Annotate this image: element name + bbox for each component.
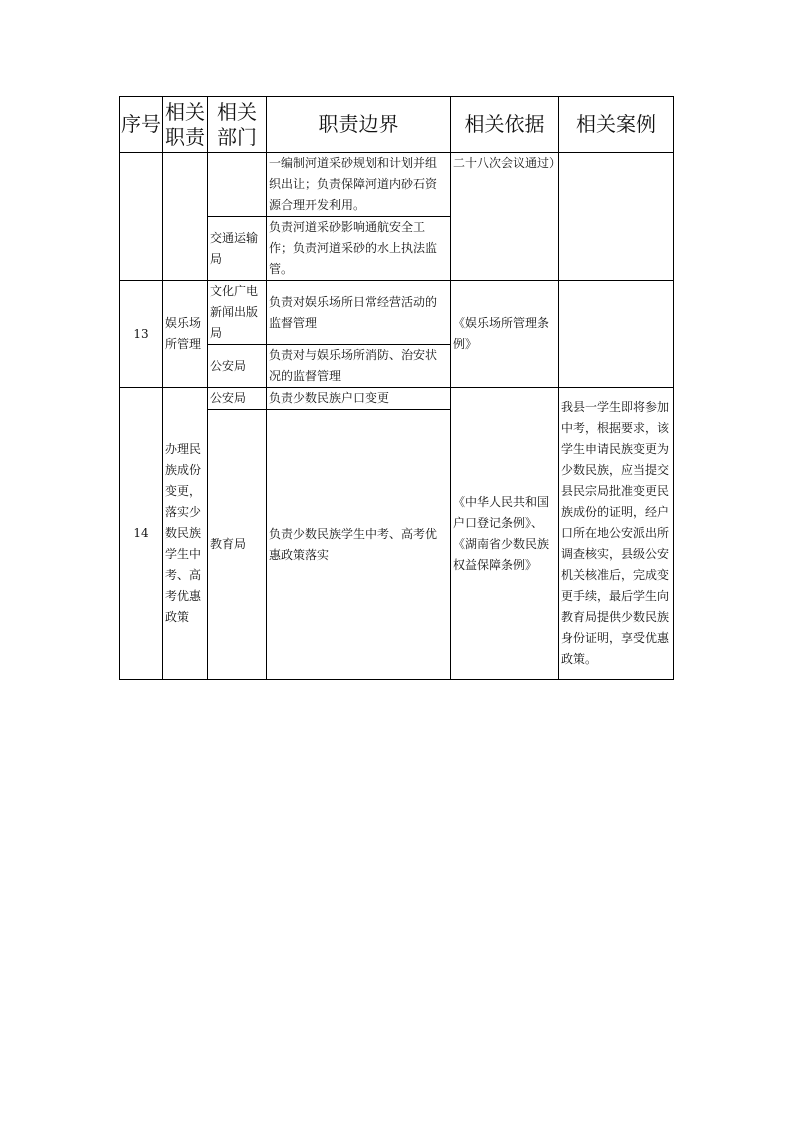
responsibility-table: [119, 96, 674, 680]
cell-boundary-police-13: 负责对与娱乐场所消防、治安状况的监督管理: [267, 345, 451, 388]
cell-boundary-education: 负责少数民族学生中考、高考优惠政策落实: [267, 410, 451, 680]
cell-duty-cont: [163, 153, 208, 281]
cell-dept-police-13: 公安局: [208, 345, 267, 388]
cell-duty-14: 办理民族成份变更，落实少数民族学生中考、高考优惠政策: [163, 388, 208, 680]
header-boundary: 职责边界: [267, 97, 451, 153]
cell-boundary-culture: 负责对娱乐场所日常经营活动的监督管理: [267, 281, 451, 345]
cell-boundary-police-14: 负责少数民族户口变更: [267, 388, 451, 410]
table-row: [120, 281, 674, 345]
cell-seq-cont: [120, 153, 163, 281]
cell-basis-13: 《娱乐场所管理条例》: [451, 281, 559, 388]
table-row: [120, 153, 674, 217]
header-basis: 相关依据: [451, 97, 559, 153]
header-row: [120, 97, 674, 153]
cell-boundary-transport: 负责河道采砂影响通航安全工作；负责河道采砂的水上执法监管。: [267, 217, 451, 281]
cell-dept-police-14: 公安局: [208, 388, 267, 410]
header-duty: 相关职责: [163, 97, 208, 153]
cell-seq-13: 13: [120, 281, 163, 388]
cell-seq-14: 14: [120, 388, 163, 680]
cell-case-cont: [559, 153, 674, 281]
table-row: [120, 388, 674, 410]
header-seq: 序号: [120, 97, 163, 153]
cell-dept-transport: 交通运输局: [208, 217, 267, 281]
cell-duty-13: 娱乐场所管理: [163, 281, 208, 388]
cell-case-14: 我县一学生即将参加中考，根据要求，该学生申请民族变更为少数民族，应当提交县民宗局批准变更民族成份的证明，经户口所在地公安派出所调查核实，县级公安机关核准后，完成变更手续，最后学生向教育局提供少数民族身份证明，享受优惠政策。: [559, 388, 674, 680]
cell-boundary-cont: 一编制河道采砂规划和计划并组织出让；负责保障河道内砂石资源合理开发利用。: [267, 153, 451, 217]
cell-basis-cont: 二十八次会议通过）: [451, 153, 559, 281]
cell-dept-cont: [208, 153, 267, 217]
header-case: 相关案例: [559, 97, 674, 153]
cell-case-13: [559, 281, 674, 388]
cell-dept-culture: 文化广电新闻出版局: [208, 281, 267, 345]
cell-basis-14: 《中华人民共和国户口登记条例》、《湖南省少数民族权益保障条例》: [451, 388, 559, 680]
header-dept: 相关部门: [208, 97, 267, 153]
cell-dept-education: 教育局: [208, 410, 267, 680]
